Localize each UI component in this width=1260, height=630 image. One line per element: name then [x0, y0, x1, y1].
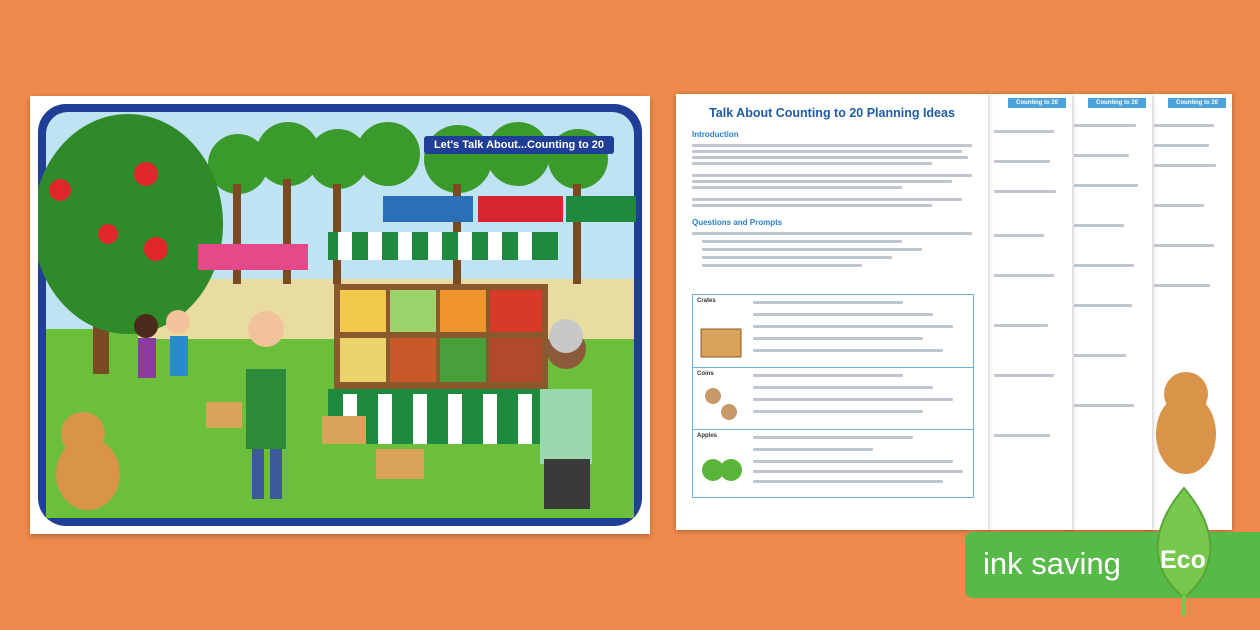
- coins-hand-icon: [699, 384, 749, 424]
- apple-icon: [699, 448, 749, 488]
- doc-sheet-4: [1146, 94, 1232, 530]
- table-row-label: Coins: [697, 371, 714, 377]
- table-row-label: Crates: [697, 298, 716, 304]
- sheet-tab: Counting to 20: [1088, 98, 1146, 108]
- scene-card: [30, 96, 650, 534]
- doc-sheet-3: [1066, 94, 1152, 530]
- doc-title: Talk About Counting to 20 Planning Ideas: [709, 106, 955, 120]
- eco-label: Eco: [1160, 546, 1206, 574]
- dog-illustration: [1146, 94, 1232, 530]
- market-scene: [38, 104, 642, 526]
- crate-icon: [699, 323, 749, 363]
- scene-title: Let's Talk About...Counting to 20: [424, 136, 614, 154]
- doc-sheet-main: [676, 94, 988, 530]
- sheet-tab: Counting to 20: [1168, 98, 1226, 108]
- table-row: [693, 295, 973, 367]
- table-row: [693, 367, 973, 430]
- table-row: [693, 429, 973, 498]
- doc-section-questions: Questions and Prompts: [692, 218, 783, 227]
- sheet-tab: Counting to 20: [1008, 98, 1066, 108]
- table-row-label: Apples: [697, 433, 718, 439]
- market-illustration: [38, 104, 642, 526]
- prompts-table: [692, 294, 974, 498]
- ink-saving-label: ink saving: [983, 546, 1121, 581]
- doc-section-introduction: Introduction: [692, 130, 739, 139]
- doc-sheet-2: [986, 94, 1072, 530]
